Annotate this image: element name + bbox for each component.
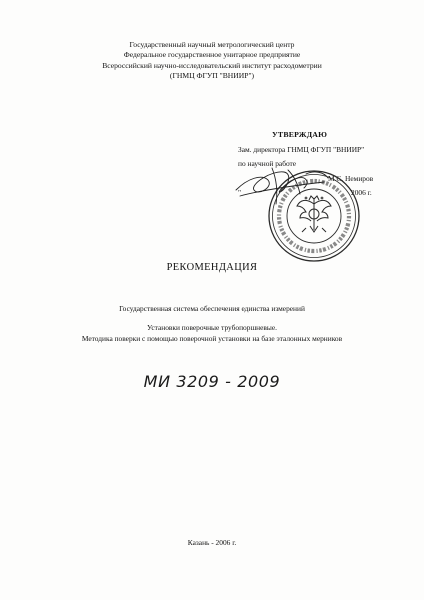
organization-header <box>0 40 424 82</box>
approval-date-quote: " <box>238 188 242 197</box>
document-title: РЕКОМЕНДАЦИЯ <box>166 262 258 273</box>
approver-position-line-1: Зам. директора ГНМЦ ФГУП "ВНИИР" <box>238 145 365 154</box>
approval-date-year: 2006 г. <box>351 188 372 197</box>
approver-position-line-2: по научной работе <box>238 159 297 168</box>
subject-line-2: Методика поверки с помощью поверочной установки на базе эталонных мерников <box>81 334 343 343</box>
handwritten-signature-icon <box>228 160 338 215</box>
header-line-3: Всероссийский научно-исследовательский институт расходометрии <box>102 60 322 70</box>
header-line-2: Федеральное государственное унитарное предприятие <box>123 50 301 60</box>
document-subject <box>0 322 424 344</box>
footer-place-date: Казань - 2006 г. <box>187 538 237 547</box>
measurement-system-line: Государственная система обеспечения единства измерений <box>119 304 305 313</box>
document-number: МИ 3209 - 2009 <box>143 372 281 391</box>
approval-title: УТВЕРЖДАЮ <box>272 130 328 139</box>
approver-name: М.С. Немиров <box>328 174 374 183</box>
header-line-1: Государственный научный метрологический центр <box>129 40 295 49</box>
subject-line-1: Установки поверочные трубопоршневые. <box>147 323 277 332</box>
header-line-4: (ГНМЦ ФГУП "ВНИИР") <box>169 71 255 81</box>
